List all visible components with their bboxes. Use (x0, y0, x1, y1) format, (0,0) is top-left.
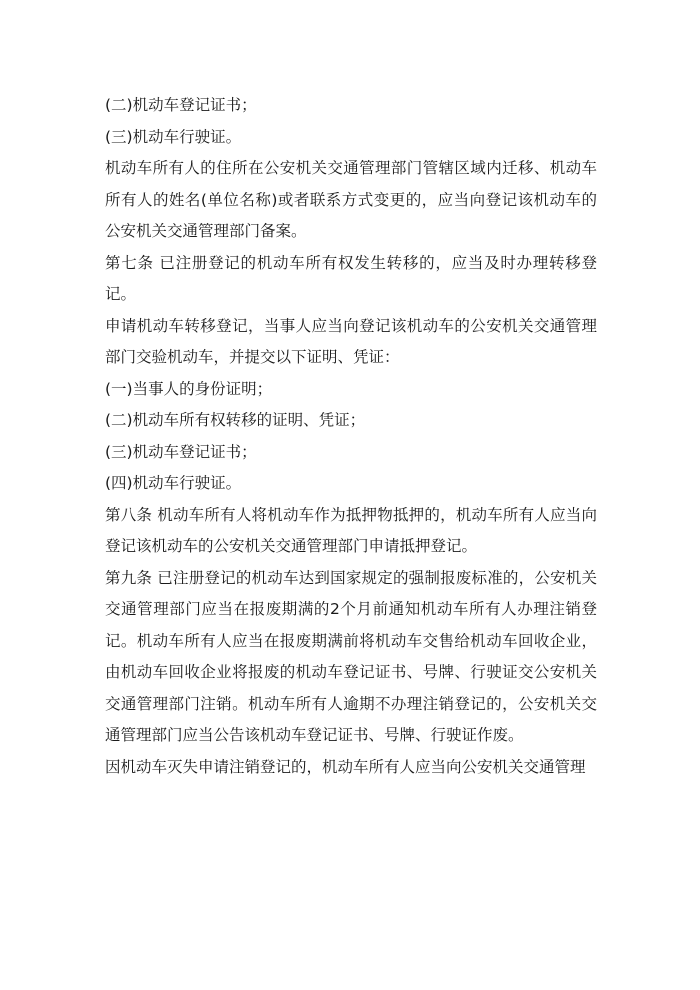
paragraph-article-8: 第八条 机动车所有人将机动车作为抵押物抵押的，机动车所有人应当向登记该机动车的公安机关交通管理部门申请抵押登记。 (105, 505, 597, 555)
paragraph-article-9: 第九条 已注册登记的机动车达到国家规定的强制报废标准的，公安机关交通管理部门应当在报废期满的2个月前通知机动车所有人办理注销登记。机动车所有人应当在报废期满前将机动车交售给机动车回收企业，由机动车回收企业将报废的机动车登记证书、号牌、行驶证交公安机关交通管理部门注销。机动车所有人逾期不办理注销登记的，公安机关交通管理部门应当公告该机动车登记证书、号牌、行驶证作废。 (105, 568, 597, 744)
paragraph-ownership-transfer-proof: (二)机动车所有权转移的证明、凭证； (105, 411, 366, 429)
paragraph-driving-license: (三)机动车行驶证。 (105, 127, 242, 146)
paragraph-identity-proof: (一)当事人的身份证明； (105, 379, 273, 398)
paragraph-article-7: 第七条 已注册登记的机动车所有权发生转移的，应当及时办理转移登记。 (105, 253, 597, 303)
paragraph-registration-certificate-2: (三)机动车登记证书； (105, 442, 257, 461)
paragraph-driving-license-2: (四)机动车行驶证。 (105, 474, 242, 492)
document-body (105, 90, 597, 783)
paragraph-address-change: 机动车所有人的住所在公安机关交通管理部门管辖区域内迁移、机动车所有人的姓名(单位名称)或者联系方式变更的，应当向登记该机动车的公安机关交通管理部门备案。 (105, 159, 597, 240)
paragraph-registration-certificate: (二)机动车登记证书； (105, 96, 257, 114)
paragraph-vehicle-loss-cancellation: 因机动车灭失申请注销登记的，机动车所有人应当向公安机关交通管理 (105, 757, 586, 776)
paragraph-transfer-application: 申请机动车转移登记，当事人应当向登记该机动车的公安机关交通管理部门交验机动车，并提交以下证明、凭证： (105, 316, 597, 366)
